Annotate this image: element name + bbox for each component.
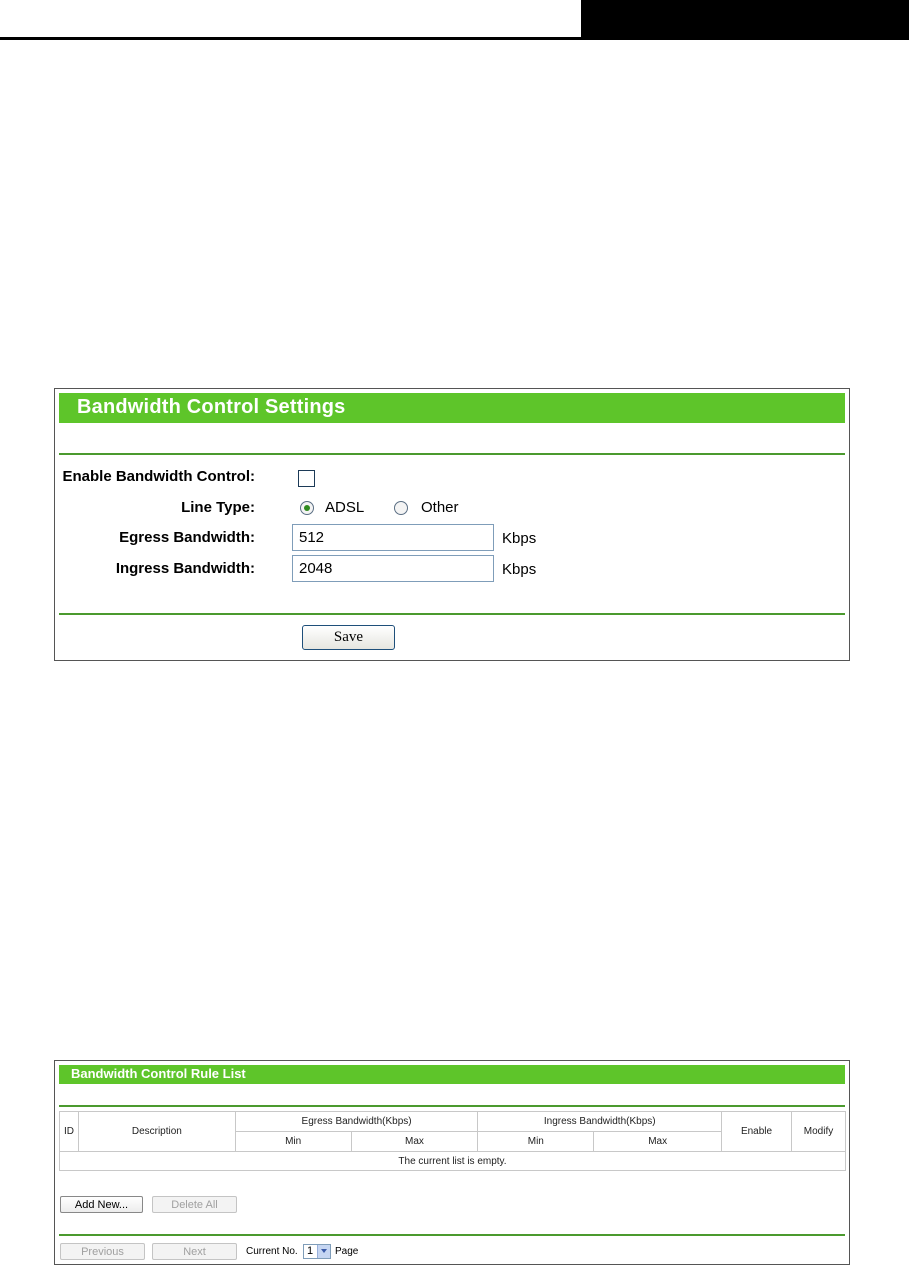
adsl-radio[interactable] <box>300 501 314 515</box>
other-label: Other <box>421 499 459 516</box>
rule-list-title: Bandwidth Control Rule List <box>71 1066 246 1081</box>
col-ingress: Ingress Bandwidth(Kbps) <box>478 1112 722 1132</box>
col-description: Description <box>78 1112 235 1152</box>
col-egress-max: Max <box>351 1132 478 1152</box>
enable-label: Enable Bandwidth Control: <box>62 468 255 485</box>
header-tab <box>581 0 909 40</box>
page-select[interactable] <box>303 1244 331 1259</box>
rule-list-title-bar <box>59 1065 845 1084</box>
egress-label: Egress Bandwidth: <box>119 529 255 546</box>
next-button[interactable]: Next <box>152 1243 237 1260</box>
divider <box>59 1105 845 1107</box>
col-id: ID <box>60 1112 79 1152</box>
table-header-row <box>60 1112 846 1132</box>
header-rule <box>0 37 909 40</box>
other-radio[interactable] <box>394 501 408 515</box>
empty-list-message: The current list is empty. <box>60 1152 846 1171</box>
enable-checkbox[interactable] <box>298 470 315 487</box>
divider <box>59 453 845 455</box>
chevron-down-icon[interactable] <box>317 1245 330 1258</box>
divider <box>59 613 845 615</box>
rule-list-panel <box>54 1060 850 1265</box>
table-row <box>60 1152 846 1171</box>
adsl-label: ADSL <box>325 499 365 516</box>
col-egress-min: Min <box>235 1132 351 1152</box>
divider <box>59 1234 845 1236</box>
line-type-label: Line Type: <box>181 499 255 516</box>
ingress-unit: Kbps <box>502 561 537 578</box>
col-modify: Modify <box>791 1112 845 1152</box>
settings-title: Bandwidth Control Settings <box>77 396 346 418</box>
col-egress: Egress Bandwidth(Kbps) <box>235 1112 478 1132</box>
page-select-value: 1 <box>307 1245 314 1257</box>
egress-input[interactable] <box>292 524 494 551</box>
delete-all-button[interactable]: Delete All <box>152 1196 237 1213</box>
col-ingress-max: Max <box>594 1132 722 1152</box>
ingress-label: Ingress Bandwidth: <box>115 560 255 577</box>
col-enable: Enable <box>722 1112 792 1152</box>
save-button[interactable]: Save <box>302 625 395 650</box>
settings-title-bar <box>59 393 845 423</box>
previous-button[interactable]: Previous <box>60 1243 145 1260</box>
rule-table <box>59 1111 846 1171</box>
col-ingress-min: Min <box>478 1132 594 1152</box>
bandwidth-settings-panel <box>54 388 850 661</box>
ingress-input[interactable] <box>292 555 494 582</box>
page-label: Page <box>335 1246 359 1257</box>
egress-unit: Kbps <box>502 530 537 547</box>
current-no-label: Current No. <box>246 1246 298 1257</box>
add-new-button[interactable]: Add New... <box>60 1196 143 1213</box>
